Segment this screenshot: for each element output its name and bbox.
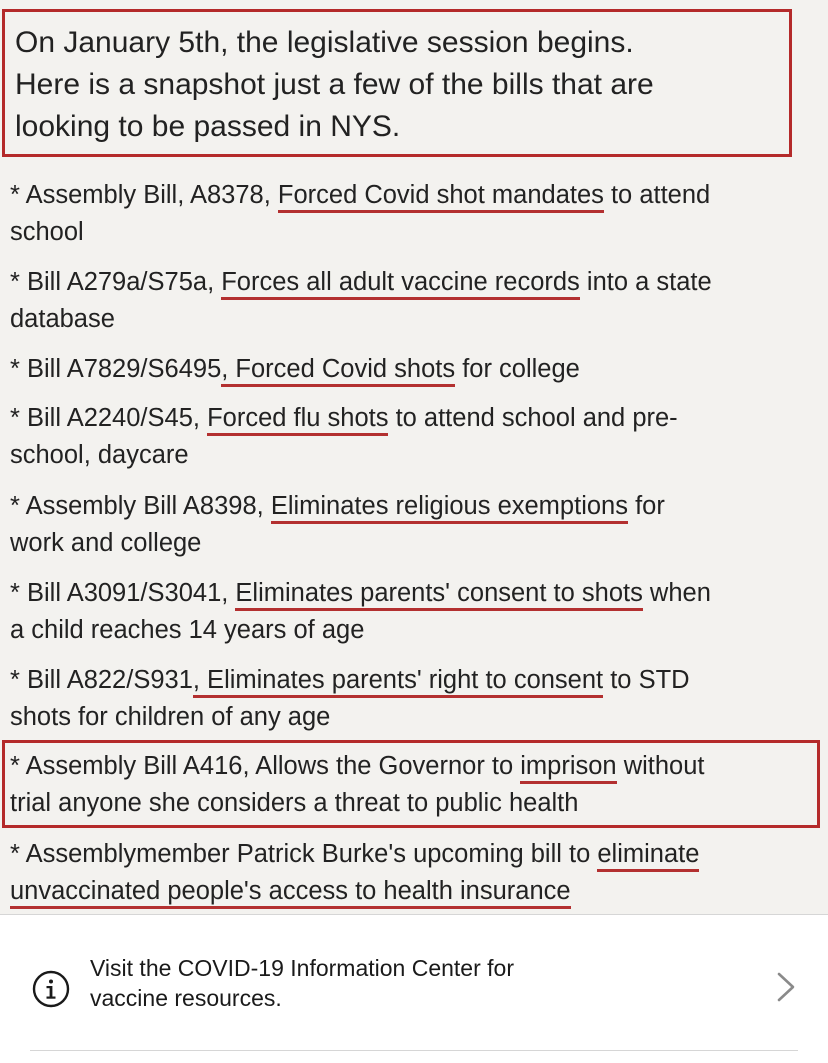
bill-text: * Assembly Bill A8398, xyxy=(10,492,271,520)
bill-text-line2: a child reaches 14 years of age xyxy=(10,616,365,644)
bill-text: into a state xyxy=(579,268,712,296)
bill-item xyxy=(10,264,818,338)
bill-text: to attend xyxy=(603,181,711,209)
bill-text: * Bill A2240/S45, xyxy=(10,404,208,432)
bill-underlined-text: , Eliminates parents' right to consent xyxy=(193,666,603,698)
bill-underlined-text: Forces all adult vaccine records xyxy=(221,268,580,300)
bill-text: * Bill A3091/S3041, xyxy=(10,579,236,607)
bill-underlined-text: eliminate xyxy=(597,840,699,872)
bill-text: * Bill A822/S931 xyxy=(10,666,193,694)
chevron-right-icon[interactable] xyxy=(772,971,800,1003)
header-line-2: Here is a snapshot just a few of the bills that are xyxy=(15,68,654,101)
bill-text-line2: work and college xyxy=(10,529,202,557)
bill-text: to STD xyxy=(603,666,690,694)
bill-underlined-text: unvaccinated people's access to health insurance xyxy=(10,877,571,909)
bill-text: for college xyxy=(455,355,580,383)
bill-underlined-text: Eliminates religious exemptions xyxy=(271,492,628,524)
covid-info-text-line1: Visit the COVID-19 Information Center for xyxy=(90,955,514,981)
bill-item-highlighted xyxy=(10,748,818,822)
header-box xyxy=(2,9,792,157)
bill-text-line2: shots for children of any age xyxy=(10,703,331,731)
bill-text: * Assembly Bill, A8378, xyxy=(10,181,278,209)
bill-item xyxy=(10,177,818,251)
info-circle-icon xyxy=(31,969,71,1009)
bill-text: for xyxy=(627,492,665,520)
covid-info-text-line2: vaccine resources. xyxy=(90,985,282,1011)
bill-text-line2: school xyxy=(10,218,84,246)
bill-text: without xyxy=(616,752,705,780)
covid-info-text xyxy=(90,953,710,1013)
bill-item xyxy=(10,400,818,474)
bill-underlined-text: Forced flu shots xyxy=(207,404,388,436)
bill-text: when xyxy=(642,579,711,607)
bill-text: * Assembly Bill A416, Allows the Governor to xyxy=(10,752,521,780)
bill-underlined-text: , Forced Covid shots xyxy=(221,355,455,387)
header-line-1: On January 5th, the legislative session begins. xyxy=(15,26,634,59)
bill-text: * Bill A279a/S75a, xyxy=(10,268,222,296)
bill-item xyxy=(10,488,818,562)
bill-text: * Assemblymember Patrick Burke's upcoming bill to xyxy=(10,840,598,868)
covid-info-banner[interactable] xyxy=(0,915,828,1050)
bill-underlined-text: Eliminates parents' consent to shots xyxy=(235,579,642,611)
divider xyxy=(30,1050,798,1051)
bill-item xyxy=(10,836,818,910)
bill-item xyxy=(10,662,818,736)
bill-text: to attend school and pre- xyxy=(388,404,678,432)
bill-text-line2: school, daycare xyxy=(10,441,189,469)
bill-item xyxy=(10,351,818,388)
header-line-3: looking to be passed in NYS. xyxy=(15,110,401,143)
bill-text-line2: trial anyone she considers a threat to public health xyxy=(10,789,579,817)
bill-underlined-text: imprison xyxy=(520,752,616,784)
bill-item xyxy=(10,575,818,649)
bill-text-line2: database xyxy=(10,305,115,333)
bill-text: * Bill A7829/S6495 xyxy=(10,355,222,383)
bill-underlined-text: Forced Covid shot mandates xyxy=(278,181,604,213)
